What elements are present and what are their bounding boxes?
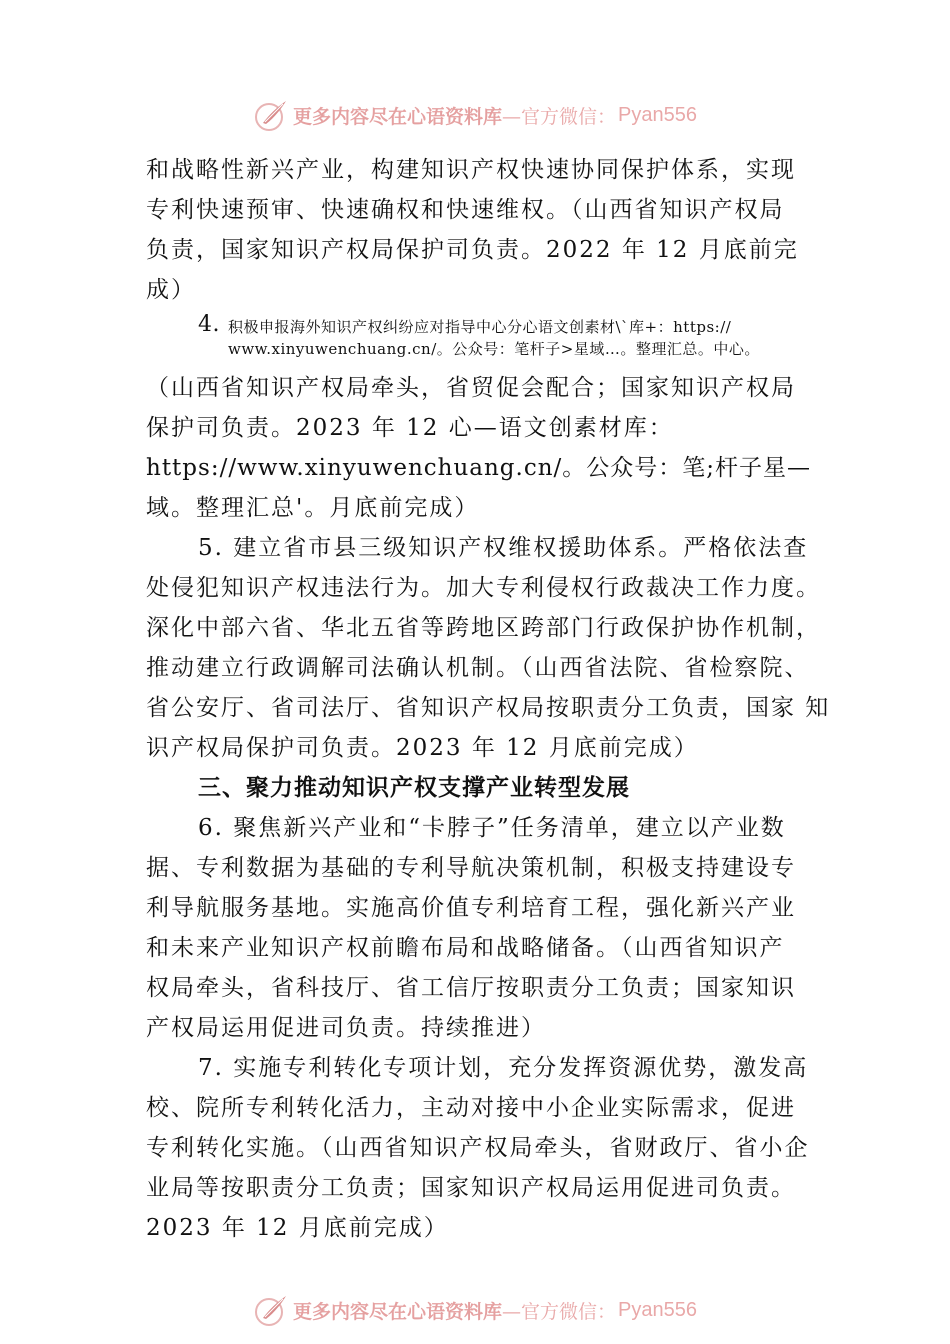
item-number: 4.	[198, 312, 220, 337]
text-line: 和战略性新兴产业，构建知识产权快速协同保护体系，实现	[146, 157, 796, 183]
text-line: 6. 聚焦新兴产业和“卡脖子”任务清单，建立以产业数	[198, 815, 786, 841]
text-line: 保护司负责。2023 年 12 心—语文创素材库：	[146, 415, 674, 441]
text-line: 负责，国家知识产权局保护司负责。2022 年 12 月底前完	[146, 237, 799, 263]
text-line: 省公安厅、省司法厅、省知识产权局按职责分工负责，国家 知	[146, 695, 831, 721]
banner-brand: 更多内容尽在心语资料库	[293, 1300, 503, 1323]
text-line: 推动建立行政调解司法确认机制。（山西省法院、省检察院、	[146, 655, 810, 681]
small-text-line	[146, 312, 836, 338]
paragraph-3	[146, 150, 836, 310]
text-line: （山西省知识产权局牵头，省贸促会配合；国家知识产权局	[146, 375, 796, 401]
banner-wechat-handle: Pyan556	[618, 1298, 697, 1321]
header-banner	[0, 95, 950, 135]
text-line: 利导航服务基地。实施高价值专利培育工程，强化新兴产业	[146, 895, 796, 921]
text-line: 深化中部六省、华北五省等跨地区跨部门行政保护协作机制，	[146, 615, 821, 641]
paragraph-7	[146, 1048, 836, 1248]
text-line: 处侵犯知识产权违法行为。加大专利侵权行政裁决工作力度。	[146, 575, 821, 601]
banner-official-label: —官方微信：	[502, 105, 617, 128]
paragraph-6	[146, 808, 836, 1048]
small-text-line: www.xinyuwenchuang.cn/。公众号：笔杆子>星域…。整理汇总。中心。	[228, 340, 760, 358]
text-line: 业局等按职责分工负责；国家知识产权局运用促进司负责。	[146, 1175, 796, 1201]
footer-banner	[0, 1290, 950, 1330]
text-line: 域。整理汇总'。月底前完成）	[146, 495, 480, 521]
text-line: 7. 实施专利转化专项计划，充分发挥资源优势，激发高	[198, 1055, 809, 1081]
text-line: 成）	[146, 277, 196, 303]
text-line: 专利转化实施。（山西省知识产权局牵头，省财政厅、省小企	[146, 1135, 810, 1161]
text-line: 据、专利数据为基础的专利导航决策机制，积极支持建设专	[146, 855, 796, 881]
text-line: 专利快速预审、快速确权和快速维权。（山西省知识产权局	[146, 197, 785, 223]
text-line: 识产权局保护司负责。2023 年 12 月底前完成）	[146, 735, 699, 761]
paragraph-4-watermarked	[146, 312, 836, 360]
feather-logo-icon	[253, 97, 289, 133]
text-line: 产权局运用促进司负责。持续推进）	[146, 1015, 546, 1041]
banner-official-label: —官方微信：	[502, 1300, 617, 1323]
paragraph-4	[146, 368, 836, 528]
banner-wechat-handle: Pyan556	[618, 103, 697, 126]
text-line: https://www.xinyuwenchuang.cn/。公众号：笔;杆子星—	[146, 455, 812, 481]
text-line: 和未来产业知识产权前瞻布局和战略储备。（山西省知识产	[146, 935, 785, 961]
paragraph-5	[146, 528, 836, 768]
text-line: 校、院所专利转化活力，主动对接中小企业实际需求，促进	[146, 1095, 796, 1121]
text-line: 2023 年 12 月底前完成）	[146, 1215, 449, 1241]
feather-logo-icon	[253, 1292, 289, 1328]
small-text: 积极申报海外知识产权纠纷应对指导中心分心语文创素材\`库+：https://	[228, 318, 732, 336]
banner-brand: 更多内容尽在心语资料库	[293, 105, 503, 128]
text-line: 权局牵头，省科技厅、省工信厅按职责分工负责；国家知识	[146, 975, 796, 1001]
document-body	[146, 150, 836, 1248]
text-line: 5. 建立省市县三级知识产权维权援助体系。严格依法查	[198, 535, 809, 561]
section-heading: 三、聚力推动知识产权支撑产业转型发展	[198, 775, 630, 801]
